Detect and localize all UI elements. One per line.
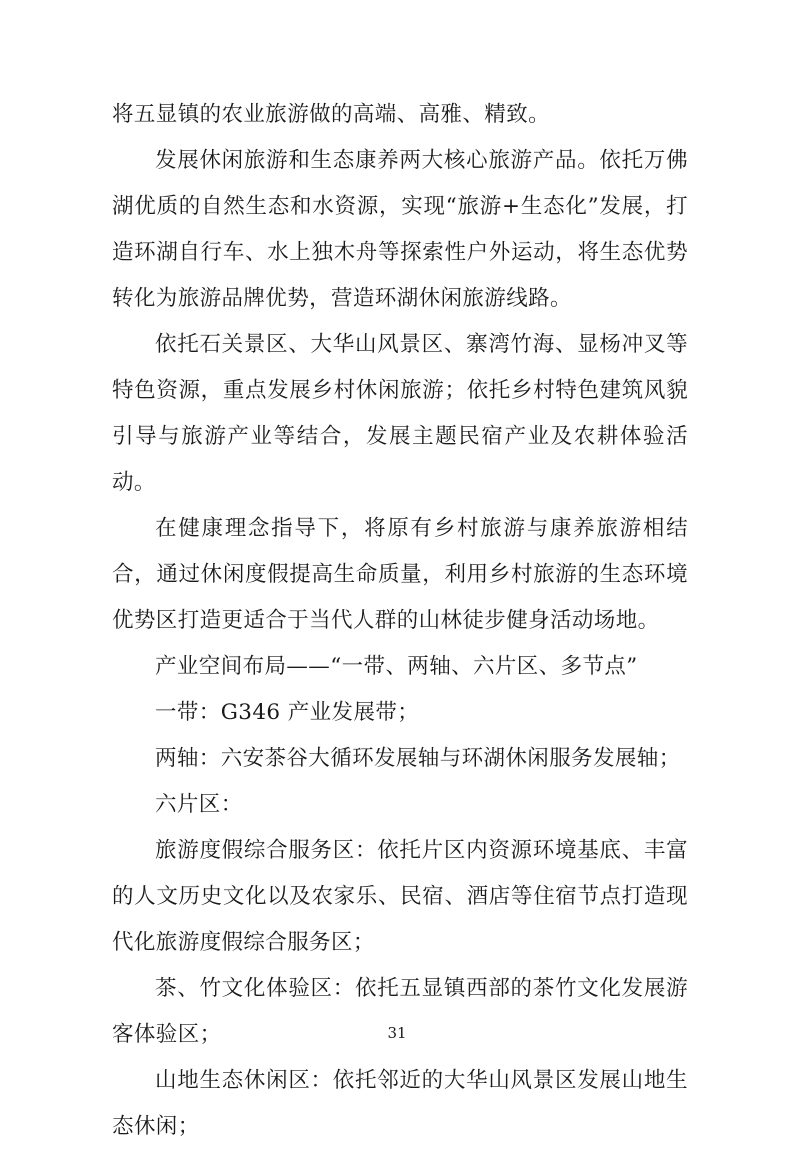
paragraph: 将五显镇的农业旅游做的高端、高雅、精致。 [112, 102, 551, 127]
paragraph: 旅游度假综合服务区：依托片区内资源环境基底、丰富的人文历史文化以及农家乐、民宿、酒店等住宿节点打造现代化旅游度假综合服务区； [112, 838, 688, 955]
paragraph: 在健康理念指导下，将原有乡村旅游与康养旅游相结合，通过休闲度假提高生命质量，利用乡村旅游的生态环境优势区打造更适合于当代人群的山林徒步健身活动场地。 [112, 516, 688, 633]
page-number: 31 [387, 1024, 407, 1042]
paragraph: 两轴：六安茶谷大循环发展轴与环湖休闲服务发展轴； [155, 746, 681, 771]
page-body [112, 92, 688, 1150]
paragraph: 产业空间布局——“一带、两轴、六片区、多节点” [155, 654, 638, 679]
paragraph: 山地生态休闲区：依托邻近的大华山风景区发展山地生态休闲； [112, 1068, 688, 1139]
paragraph: 依托石关景区、大华山风景区、寨湾竹海、显杨冲叉等特色资源，重点发展乡村休闲旅游；依托乡村特色建筑风貌引导与旅游产业等结合，发展主题民宿产业及农耕体验活动。 [112, 332, 688, 495]
paragraph: 茶、竹文化体验区：依托五显镇西部的茶竹文化发展游客体验区； [112, 976, 688, 1047]
paragraph: 一带：G346 产业发展带； [155, 700, 420, 725]
paragraph: 六片区： [155, 792, 243, 817]
paragraph: 发展休闲旅游和生态康养两大核心旅游产品。依托万佛湖优质的自然生态和水资源，实现“旅游+生态化”发展，打造环湖自行车、水上独木舟等探索性户外运动，将生态优势转化为旅游品牌优势，营造环湖休闲旅游线路。 [112, 148, 688, 311]
